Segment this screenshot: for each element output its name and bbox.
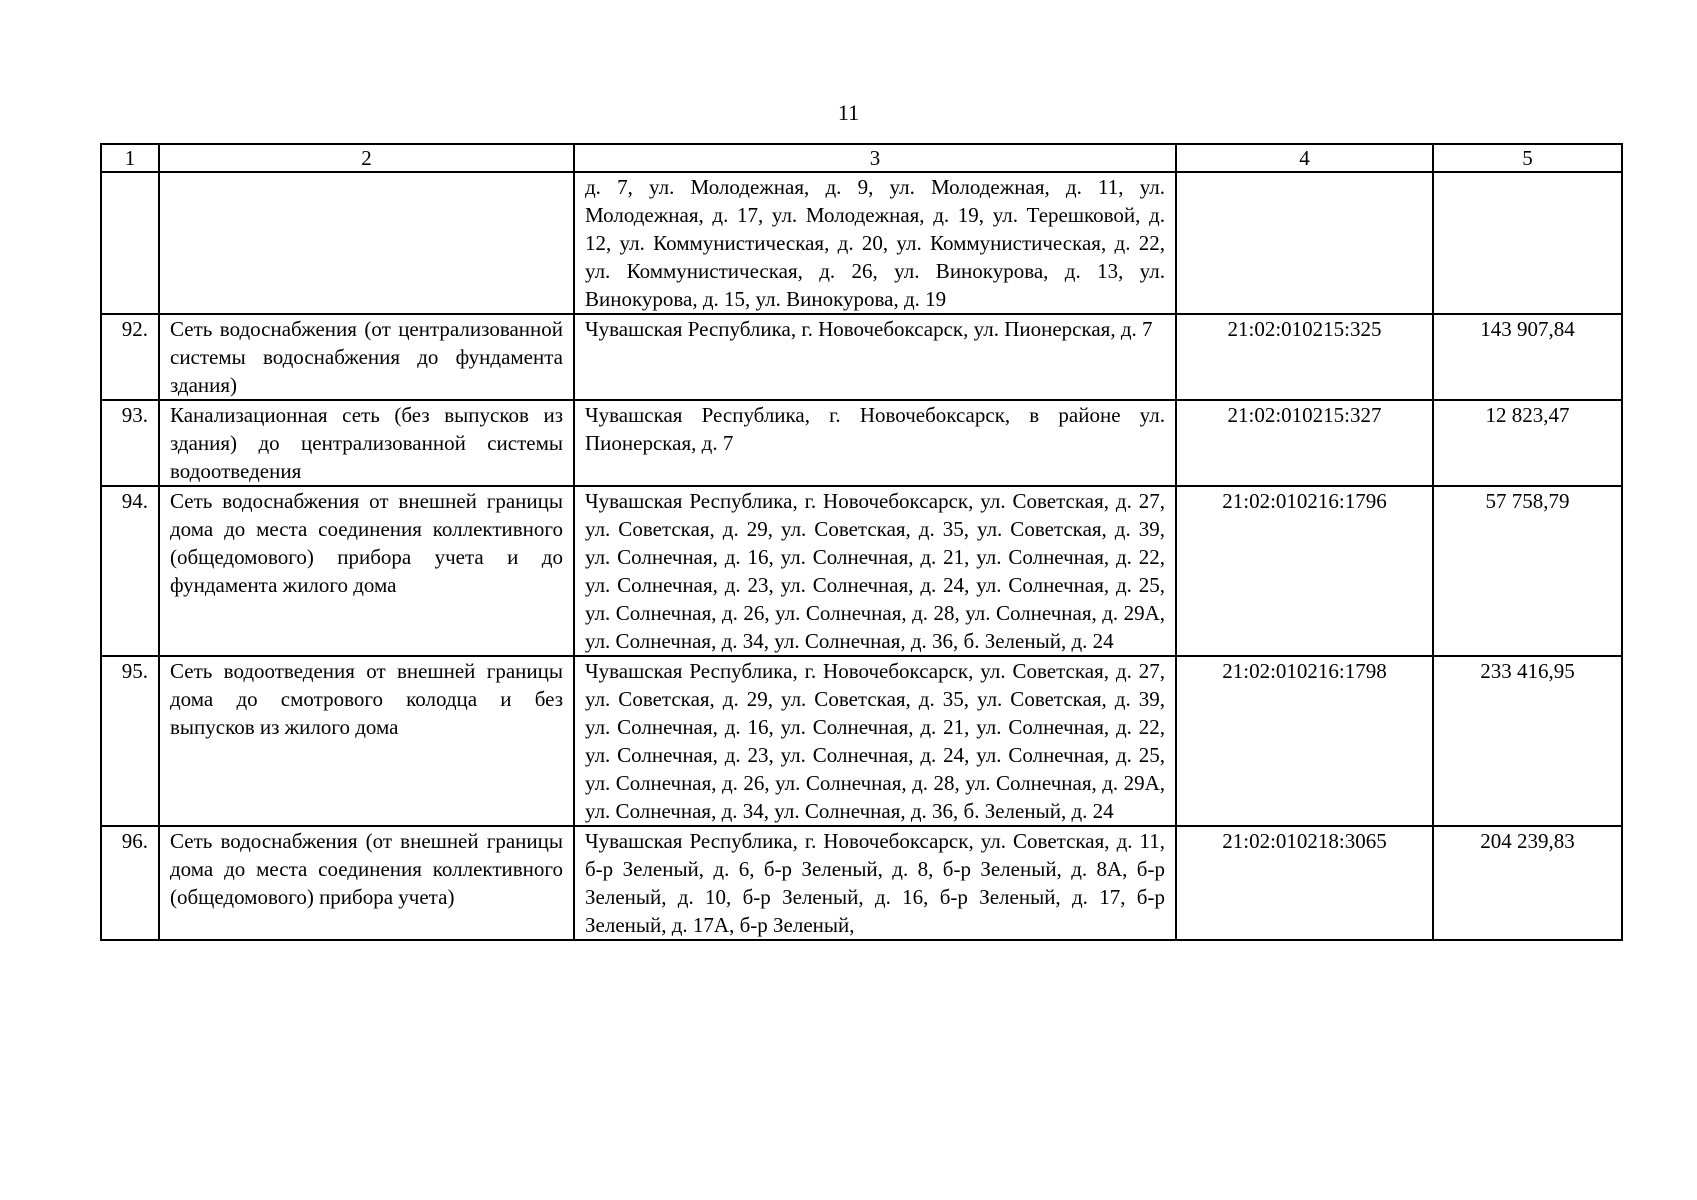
cadastral-number: 21:02:010215:327 xyxy=(1176,400,1433,486)
column-header-4: 4 xyxy=(1176,144,1433,172)
table-row-continued xyxy=(101,172,1622,314)
object-name: Канализационная сеть (без выпусков из здания) до централизованной системы водоотведения xyxy=(159,400,574,486)
object-address: Чувашская Республика, г. Новочебоксарск, в районе ул. Пионерская, д. 7 xyxy=(574,400,1176,486)
object-address: Чувашская Республика, г. Новочебоксарск, ул. Пионерская, д. 7 xyxy=(574,314,1176,400)
column-number-header-row xyxy=(101,144,1622,172)
column-header-1: 1 xyxy=(101,144,159,172)
object-name: Сеть водоснабжения (от централизованной системы водоснабжения до фундамента здания) xyxy=(159,314,574,400)
cadastral-number: 21:02:010216:1798 xyxy=(1176,656,1433,826)
row-number: 92. xyxy=(101,314,159,400)
column-header-5: 5 xyxy=(1433,144,1622,172)
object-name: Сеть водоснабжения от внешней границы дома до места соединения коллективного (общедомового) прибора учета и до фундамента жилого дома xyxy=(159,486,574,656)
row-number: 95. xyxy=(101,656,159,826)
object-cost xyxy=(1433,172,1622,314)
object-address: Чувашская Республика, г. Новочебоксарск, ул. Советская, д. 27, ул. Советская, д. 29, ул. Советская, д. 35, ул. Советская, д. 39, ул. Солнечная, д. 16, ул. Солнечная, д. 21, ул. Солнечная, д. 22, ул. Солнечная, д. 23, ул. Солнечная, д. 24, ул. Солнечная, д. 25, ул. Солнечная, д. 26, ул. Солнечная, д. 28, ул. Солнечная, д. 29А, ул. Солнечная, д. 34, ул. Солнечная, д. 36, б. Зеленый, д. 24 xyxy=(574,656,1176,826)
column-header-2: 2 xyxy=(159,144,574,172)
object-cost: 57 758,79 xyxy=(1433,486,1622,656)
cadastral-number xyxy=(1176,172,1433,314)
object-cost: 12 823,47 xyxy=(1433,400,1622,486)
table-row xyxy=(101,400,1622,486)
table-row xyxy=(101,486,1622,656)
row-number: 93. xyxy=(101,400,159,486)
object-cost: 204 239,83 xyxy=(1433,826,1622,940)
object-address: д. 7, ул. Молодежная, д. 9, ул. Молодежная, д. 11, ул. Молодежная, д. 17, ул. Молодежная, д. 19, ул. Терешковой, д. 12, ул. Коммунистическая, д. 20, ул. Коммунистическая, д. 22, ул. Коммунистическая, д. 26, ул. Винокурова, д. 13, ул. Винокурова, д. 15, ул. Винокурова, д. 19 xyxy=(574,172,1176,314)
cadastral-number: 21:02:010215:325 xyxy=(1176,314,1433,400)
object-cost: 233 416,95 xyxy=(1433,656,1622,826)
table-row xyxy=(101,826,1622,940)
table-row xyxy=(101,656,1622,826)
cadastral-number: 21:02:010218:3065 xyxy=(1176,826,1433,940)
object-name xyxy=(159,172,574,314)
object-address: Чувашская Республика, г. Новочебоксарск, ул. Советская, д. 11, б-р Зеленый, д. 6, б-р Зеленый, д. 8, б-р Зеленый, д. 8А, б-р Зеленый, д. 10, б-р Зеленый, д. 16, б-р Зеленый, д. 17, б-р Зеленый, д. 17А, б-р Зеленый, xyxy=(574,826,1176,940)
object-name: Сеть водоотведения от внешней границы дома до смотрового колодца и без выпусков из жилого дома xyxy=(159,656,574,826)
object-name: Сеть водоснабжения (от внешней границы дома до места соединения коллективного (общедомового) прибора учета) xyxy=(159,826,574,940)
table-row xyxy=(101,314,1622,400)
property-registry-table xyxy=(100,143,1623,941)
row-number: 96. xyxy=(101,826,159,940)
row-number: 94. xyxy=(101,486,159,656)
row-number xyxy=(101,172,159,314)
object-address: Чувашская Республика, г. Новочебоксарск, ул. Советская, д. 27, ул. Советская, д. 29, ул. Советская, д. 35, ул. Советская, д. 39, ул. Солнечная, д. 16, ул. Солнечная, д. 21, ул. Солнечная, д. 22, ул. Солнечная, д. 23, ул. Солнечная, д. 24, ул. Солнечная, д. 25, ул. Солнечная, д. 26, ул. Солнечная, д. 28, ул. Солнечная, д. 29А, ул. Солнечная, д. 34, ул. Солнечная, д. 36, б. Зеленый, д. 24 xyxy=(574,486,1176,656)
object-cost: 143 907,84 xyxy=(1433,314,1622,400)
page-number: 11 xyxy=(837,100,860,125)
column-header-3: 3 xyxy=(574,144,1176,172)
cadastral-number: 21:02:010216:1796 xyxy=(1176,486,1433,656)
